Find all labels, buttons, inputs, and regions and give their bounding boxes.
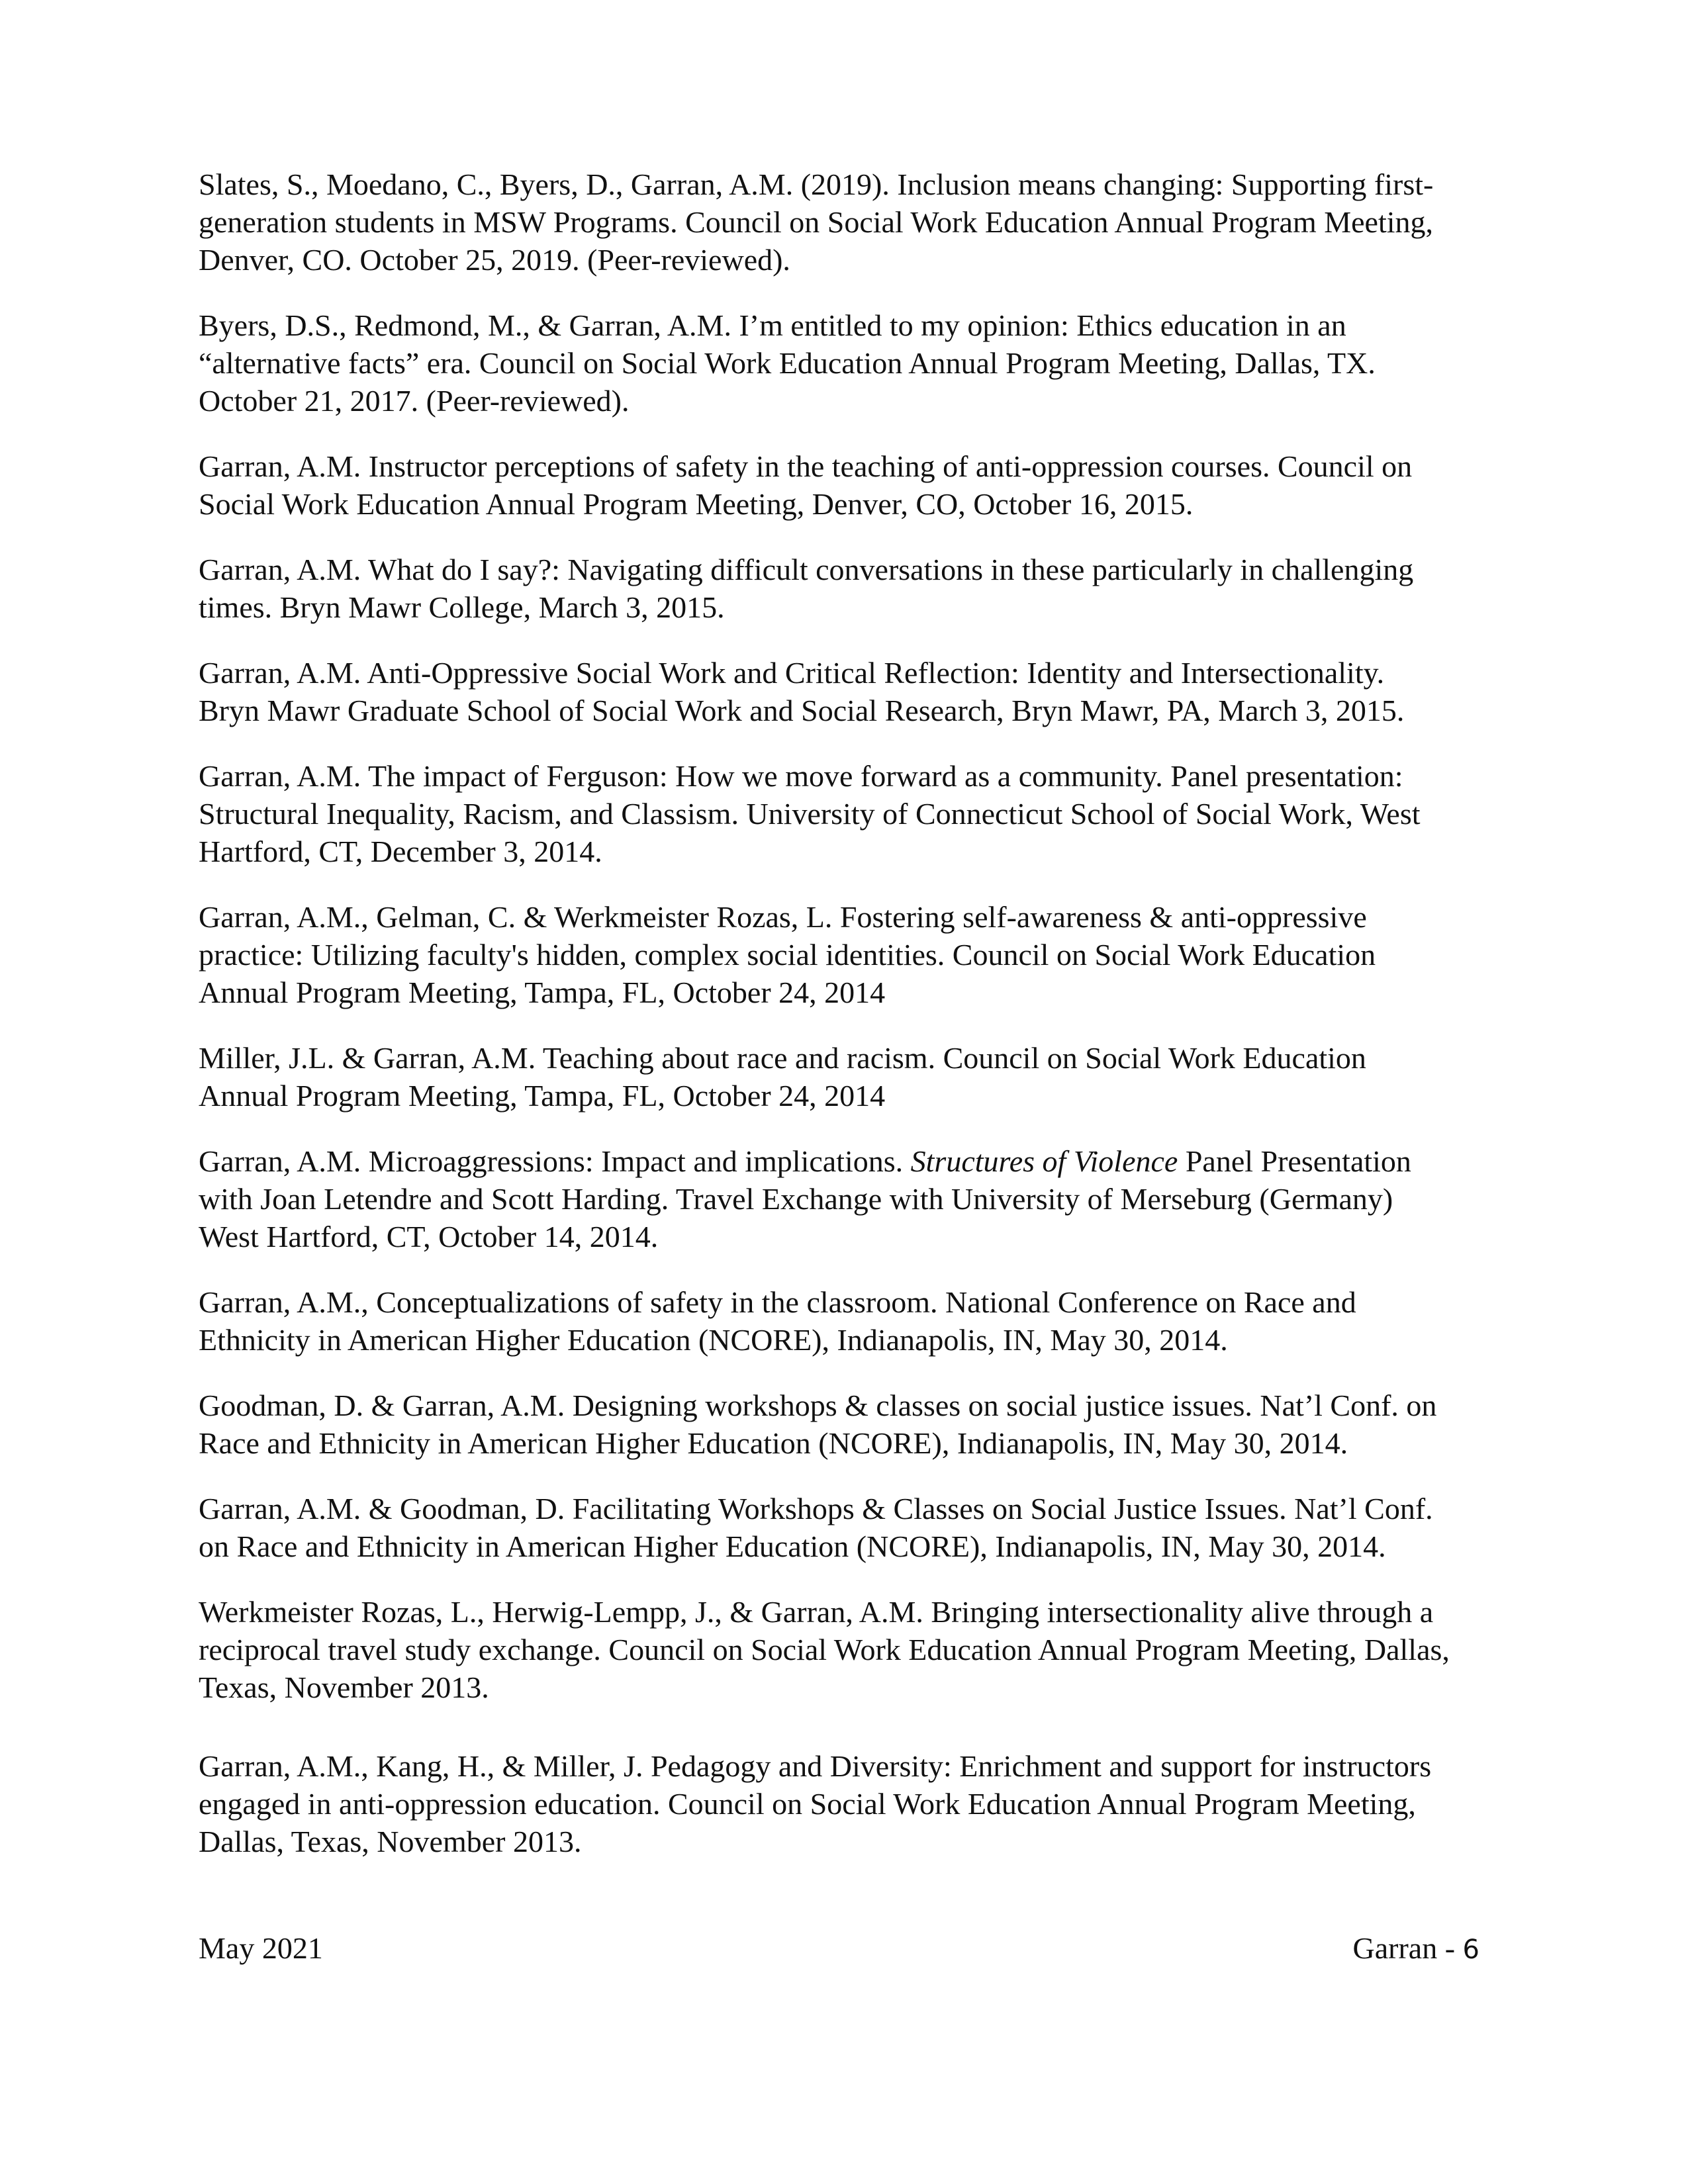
reference-entry: Garran, A.M., Conceptualizations of safety in the classroom. National Conference on Race and Ethnicity in American Higher Education (NCORE), Indianapolis, IN, May 30, 2014. bbox=[199, 1285, 1356, 1357]
reference-entry: Garran, A.M. & Goodman, D. Facilitating Workshops & Classes on Social Justice Issues. Nat’l Conf. on Race and Ethnicity in American Higher Education (NCORE), Indianapolis, IN, May 30, 2014. bbox=[199, 1492, 1433, 1563]
reference-entry: Garran, A.M., Gelman, C. & Werkmeister Rozas, L. Fostering self-awareness & anti-oppressive practice: Utilizing faculty's hidden, complex social identities. Council on Social Work Education Annual Program Meeting, Tampa, FL, October 24, 2014 bbox=[199, 900, 1376, 1009]
reference-entry: Garran, A.M. What do I say?: Navigating difficult conversations in these particularly in challenging times. Bryn Mawr College, March 3, 2015. bbox=[199, 553, 1414, 624]
reference-entry: Werkmeister Rozas, L., Herwig-Lempp, J., & Garran, A.M. Bringing intersectionality alive through a reciprocal travel study exchange. Council on Social Work Education Annual Program Meeting, Dallas, Texas, November 2013. bbox=[199, 1595, 1450, 1704]
reference-entry: Garran, A.M. The impact of Ferguson: How we move forward as a community. Panel presentation: Structural Inequality, Racism, and Classism. University of Connecticut School of Social Work, West Hartford, CT, December 3, 2014. bbox=[199, 759, 1421, 868]
footer-author-page bbox=[1353, 1929, 1479, 1969]
italic-title: Structures of Violence bbox=[910, 1144, 1178, 1178]
reference-entry: Miller, J.L. & Garran, A.M. Teaching about race and racism. Council on Social Work Education Annual Program Meeting, Tampa, FL, October 24, 2014 bbox=[199, 1041, 1366, 1113]
footer-date: May 2021 bbox=[199, 1931, 323, 1965]
reference-text: Panel Presentation with Joan Letendre and Scott Harding. Travel Exchange with University of Merseburg (Germany) West Hartford, CT, October 14, 2014. bbox=[199, 1144, 1411, 1253]
reference-entry bbox=[199, 1142, 1566, 1255]
footer-author: Garran - bbox=[1352, 1931, 1463, 1965]
reference-entry: Byers, D.S., Redmond, M., & Garran, A.M. I’m entitled to my opinion: Ethics education in an “alternative facts” era. Council on Social Work Education Annual Program Meeting, Dallas, TX. October 21, 2017. (Peer-reviewed). bbox=[199, 308, 1376, 418]
reference-entry: Slates, S., Moedano, C., Byers, D., Garran, A.M. (2019). Inclusion means changing: Supporting first- generation students in MSW Programs. Council on Social Work Education Annual Program Meeting, Denver, CO. October 25, 2019. (Peer-reviewed). bbox=[199, 167, 1434, 277]
reference-entry: Garran, A.M. Instructor perceptions of safety in the teaching of anti-oppression courses. Council on Social Work Education Annual Program Meeting, Denver, CO, October 16, 2015. bbox=[199, 449, 1413, 521]
references-list bbox=[199, 165, 1566, 1888]
reference-entry: Goodman, D. & Garran, A.M. Designing workshops & classes on social justice issues. Nat’l Conf. on Race and Ethnicity in American Higher Education (NCORE), Indianapolis, IN, May 30, 2014. bbox=[199, 1388, 1437, 1460]
page-number: 6 bbox=[1462, 1934, 1479, 1965]
reference-entry: Garran, A.M. Anti-Oppressive Social Work and Critical Reflection: Identity and Intersectionality. Bryn Mawr Graduate School of Social Work and Social Research, Bryn Mawr, PA, March 3, 2015. bbox=[199, 656, 1405, 727]
reference-text: Garran, A.M. Microaggressions: Impact and implications. bbox=[199, 1144, 911, 1178]
reference-entry: Garran, A.M., Kang, H., & Miller, J. Pedagogy and Diversity: Enrichment and support for instructors engaged in anti-oppression education. Council on Social Work Education Annual Program Meeting, Dallas, Texas, November 2013. bbox=[199, 1749, 1432, 1858]
